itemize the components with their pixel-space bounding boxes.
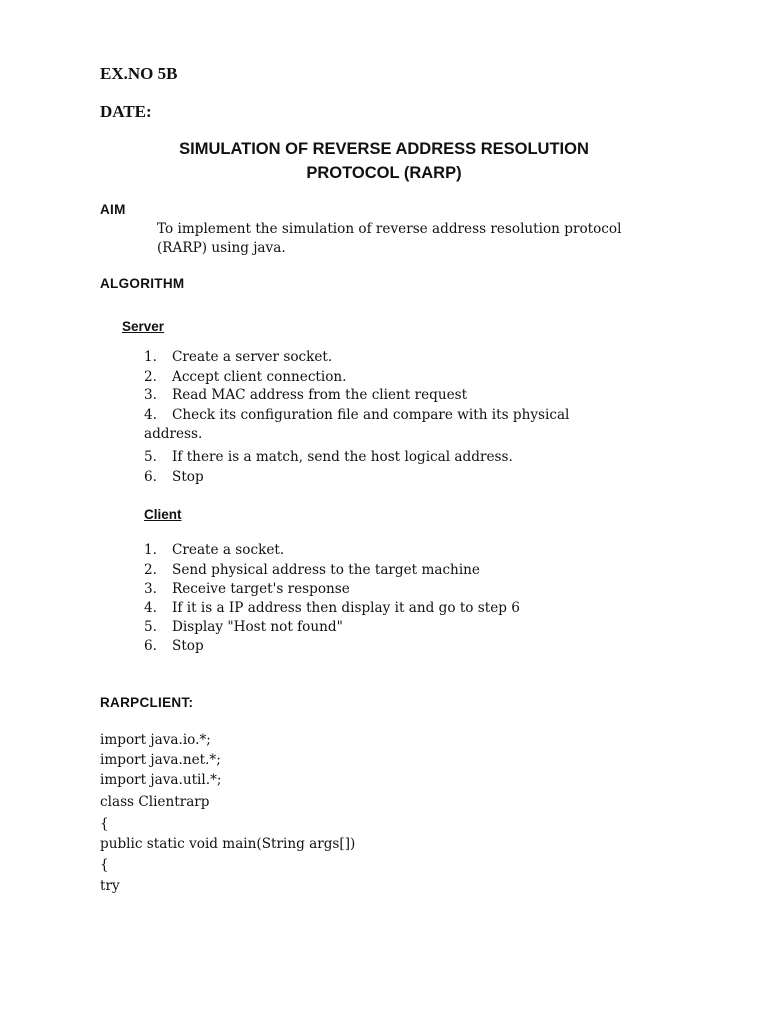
step-number: 2. [144,562,157,578]
step-text: Display "Host not found" [172,619,343,635]
date-label: DATE: [100,102,152,121]
code-line: import java.io.*; [100,732,211,748]
server-step [144,449,513,465]
step-number: 3. [144,387,157,403]
client-step [144,619,343,635]
step-text: Stop [172,469,204,485]
step-text: Create a socket. [172,542,285,558]
exercise-number: EX.NO 5B [100,64,178,83]
step-number: 5. [144,619,157,635]
step-text: If it is a IP address then display it and go to step 6 [172,600,520,616]
title-line-1: SIMULATION OF REVERSE ADDRESS RESOLUTION [179,140,589,158]
code-line: class Clientrarp [100,794,210,810]
step-text: Receive target's response [172,581,350,597]
step-number: 1. [144,542,157,558]
algorithm-heading: ALGORITHM [100,276,185,291]
step-number: 4. [144,407,157,423]
client-step [144,542,284,558]
step-number: 6. [144,638,157,654]
aim-text-line-1: To implement the simulation of reverse address resolution protocol [157,221,622,237]
step-number: 2. [144,369,157,385]
code-line: try [100,878,120,894]
server-heading: Server [122,319,165,334]
step-text: Read MAC address from the client request [172,387,468,403]
client-step [144,581,350,597]
server-step [144,387,467,403]
rarpclient-heading: RARPCLIENT: [100,695,194,710]
server-step [144,407,569,423]
step-number: 1. [144,349,157,365]
step-text: Check its configuration file and compare with its physical [172,407,570,423]
server-step [144,469,204,485]
aim-heading: AIM [100,202,126,217]
step-number: 3. [144,581,157,597]
client-heading: Client [144,507,182,522]
code-line: public static void main(String args[]) [100,836,356,852]
aim-text-line-2: (RARP) using java. [157,240,286,256]
server-step-continuation [144,426,202,442]
step-text: Accept client connection. [172,369,347,385]
title-line-2: PROTOCOL (RARP) [306,164,462,182]
step-text: address. [144,426,203,442]
server-step [144,349,332,365]
client-step [144,638,204,654]
step-text: Send physical address to the target machine [172,562,480,578]
code-line: import java.net.*; [100,752,221,768]
client-step [144,562,480,578]
server-step [144,369,347,385]
step-number: 5. [144,449,157,465]
step-number: 4. [144,600,157,616]
code-line: { [100,857,109,873]
code-line: { [100,816,109,832]
step-text: If there is a match, send the host logical address. [172,449,513,465]
step-text: Stop [172,638,204,654]
step-text: Create a server socket. [172,349,333,365]
client-step [144,600,520,616]
step-number: 6. [144,469,157,485]
code-line: import java.util.*; [100,772,222,788]
